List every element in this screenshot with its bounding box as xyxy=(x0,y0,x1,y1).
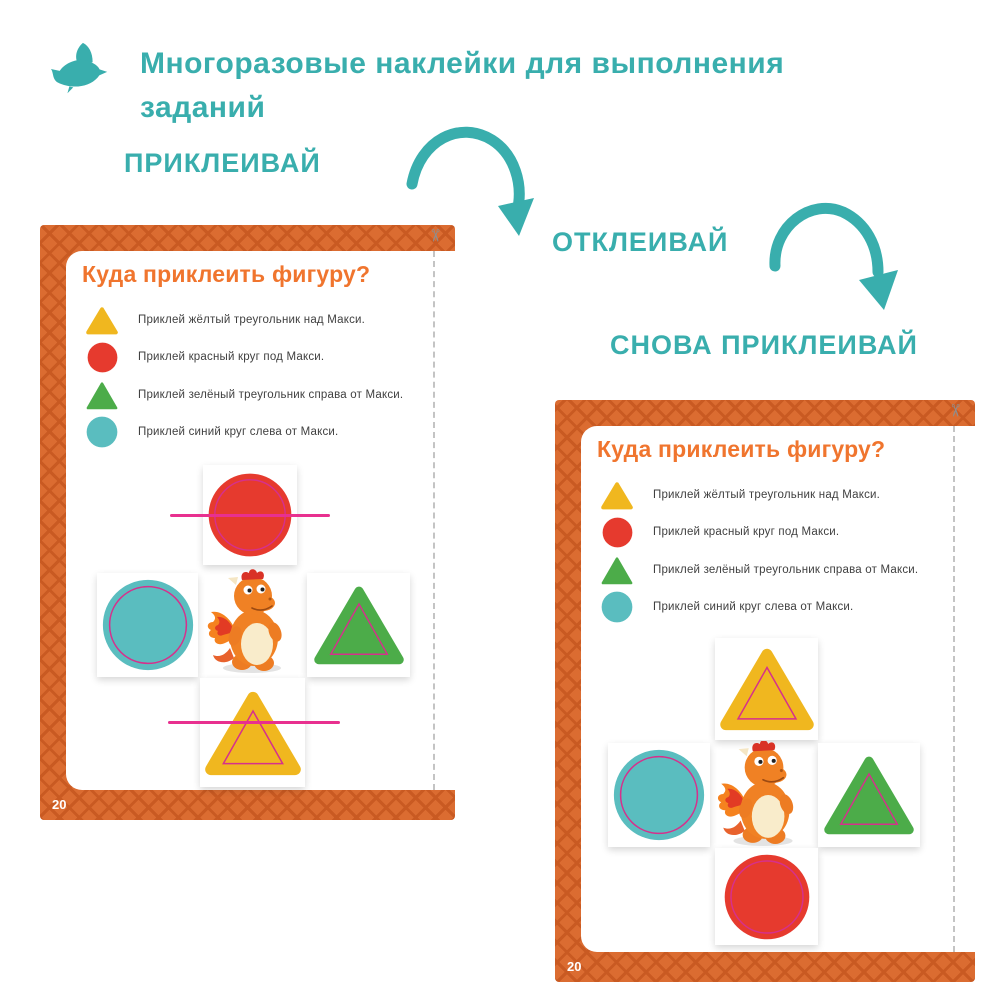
book-page-right xyxy=(555,400,975,982)
task-title: Куда приклеить фигуру? xyxy=(597,436,886,462)
strike-line xyxy=(170,514,330,517)
sticker-blue-circle xyxy=(97,573,198,677)
instruction-row xyxy=(597,478,880,512)
instruction-text: Приклей зелёный треугольник справа от Макси. xyxy=(138,389,404,401)
sticker-red-circle xyxy=(715,848,818,945)
maxi-character-illustration xyxy=(206,569,296,675)
step-label-unstick: ОТКЛЕИВАЙ xyxy=(552,227,729,257)
sticker-blue-circle xyxy=(608,743,710,847)
instruction-row xyxy=(597,590,853,624)
cut-dashed-line xyxy=(433,251,435,790)
instruction-row xyxy=(82,378,403,412)
bird-icon xyxy=(50,40,112,96)
yellow-triangle-icon xyxy=(600,481,634,510)
title-line-1: Многоразовые наклейки для выполнения xyxy=(140,47,785,80)
page-number: 20 xyxy=(567,959,582,974)
arrow-down-right-icon xyxy=(398,112,543,237)
instruction-row xyxy=(82,415,338,449)
step-label-stick: ПРИКЛЕИВАЙ xyxy=(124,148,321,178)
instruction-text: Приклей жёлтый треугольник над Макси. xyxy=(138,314,366,326)
title-line-2: заданий xyxy=(140,91,266,124)
instruction-text: Приклей синий круг слева от Макси. xyxy=(138,426,339,438)
green-triangle-icon xyxy=(86,381,118,410)
blue-circle-icon xyxy=(86,416,118,448)
yellow-triangle-icon xyxy=(85,306,119,335)
scissors-icon: ✂ xyxy=(425,228,445,243)
instruction-row xyxy=(82,303,365,337)
green-triangle-icon xyxy=(601,556,633,585)
instruction-text: Приклей зелёный треугольник справа от Макси. xyxy=(653,564,919,576)
sticker-green-triangle xyxy=(818,743,920,847)
sticker-yellow-triangle xyxy=(200,678,305,787)
sticker-green-triangle xyxy=(307,573,410,677)
maxi-character-illustration xyxy=(716,741,808,847)
strike-line xyxy=(168,721,340,724)
instruction-text: Приклей синий круг слева от Макси. xyxy=(653,601,854,613)
instruction-row xyxy=(82,340,324,374)
cut-dashed-line xyxy=(953,426,955,952)
blue-circle-icon xyxy=(601,591,633,623)
sticker-yellow-triangle xyxy=(715,638,818,740)
task-title: Куда приклеить фигуру? xyxy=(82,261,371,287)
arrow-down-right-icon xyxy=(762,188,912,318)
book-page-left xyxy=(40,225,455,820)
instruction-text: Приклей красный круг под Макси. xyxy=(138,351,325,363)
instruction-row xyxy=(597,553,918,587)
instruction-text: Приклей красный круг под Макси. xyxy=(653,526,840,538)
scissors-icon: ✂ xyxy=(945,403,965,418)
instruction-text: Приклей жёлтый треугольник над Макси. xyxy=(653,489,881,501)
instruction-row xyxy=(597,515,839,549)
red-circle-icon xyxy=(87,342,118,373)
page-number: 20 xyxy=(52,797,67,812)
step-label-stick-again: СНОВА ПРИКЛЕИВАЙ xyxy=(610,330,918,360)
red-circle-icon xyxy=(602,517,633,548)
